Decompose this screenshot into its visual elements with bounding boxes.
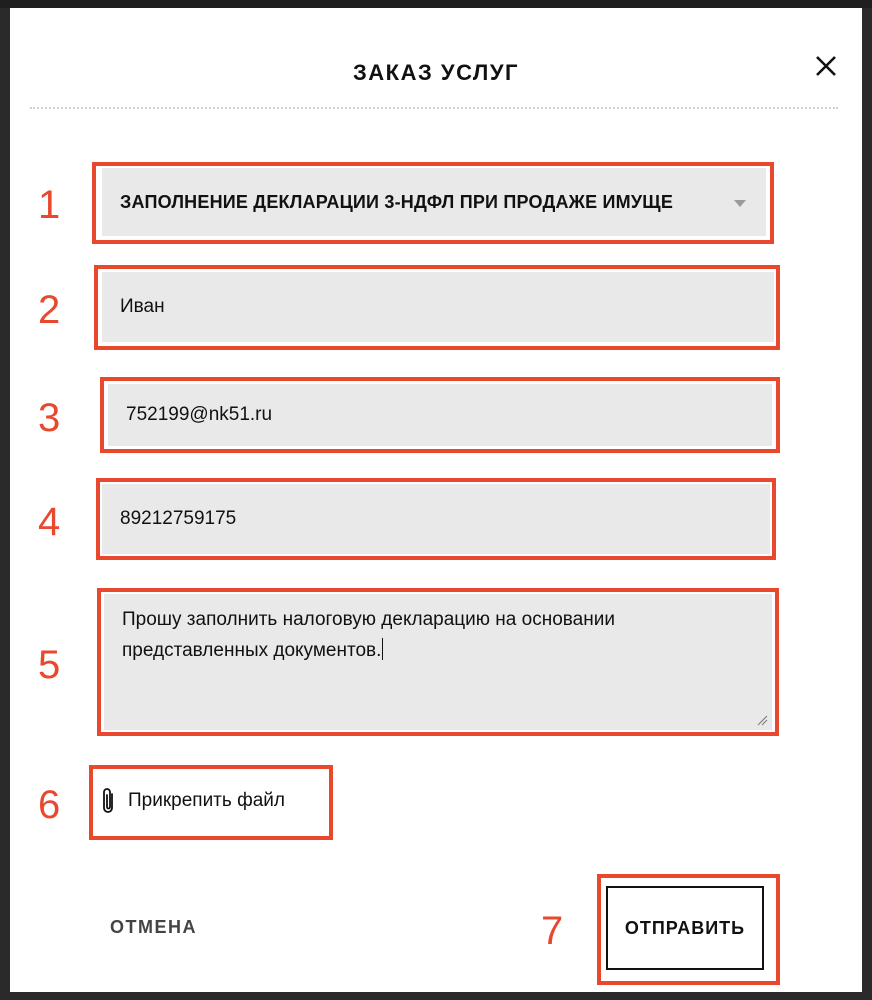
highlight-5 [97,588,779,736]
email-input-value: 752199@nk51.ru [126,404,273,425]
attach-file-label: Прикрепить файл [128,790,285,811]
backdrop [0,0,872,8]
title-divider [30,107,838,109]
name-input-value: Иван [120,296,165,317]
phone-input-value: 89212759175 [120,508,237,529]
close-button[interactable] [810,50,842,82]
marker-4: 4 [38,500,61,544]
highlight-6 [89,765,333,840]
marker-5: 5 [38,643,61,687]
marker-3: 3 [38,396,61,440]
close-icon [815,55,837,77]
modal-title: ЗАКАЗ УСЛУГ [353,60,519,85]
cancel-button[interactable]: ОТМЕНА [110,917,197,937]
message-text: Прошу заполнить налоговую декларацию на основании представленных документов. [122,609,615,661]
marker-6: 6 [38,783,61,827]
marker-7: 7 [541,909,564,953]
submit-button[interactable]: ОТПРАВИТЬ [606,886,764,970]
highlight-2 [94,265,780,350]
highlight-3 [100,377,780,453]
highlight-1 [92,162,774,244]
marker-1: 1 [38,183,61,227]
marker-2: 2 [38,288,61,332]
highlight-4 [96,478,776,560]
service-select-value: ЗАПОЛНЕНИЕ ДЕКЛАРАЦИИ 3-НДФЛ ПРИ ПРОДАЖЕ ИМУЩЕ [120,191,674,212]
highlight-7 [597,874,780,985]
